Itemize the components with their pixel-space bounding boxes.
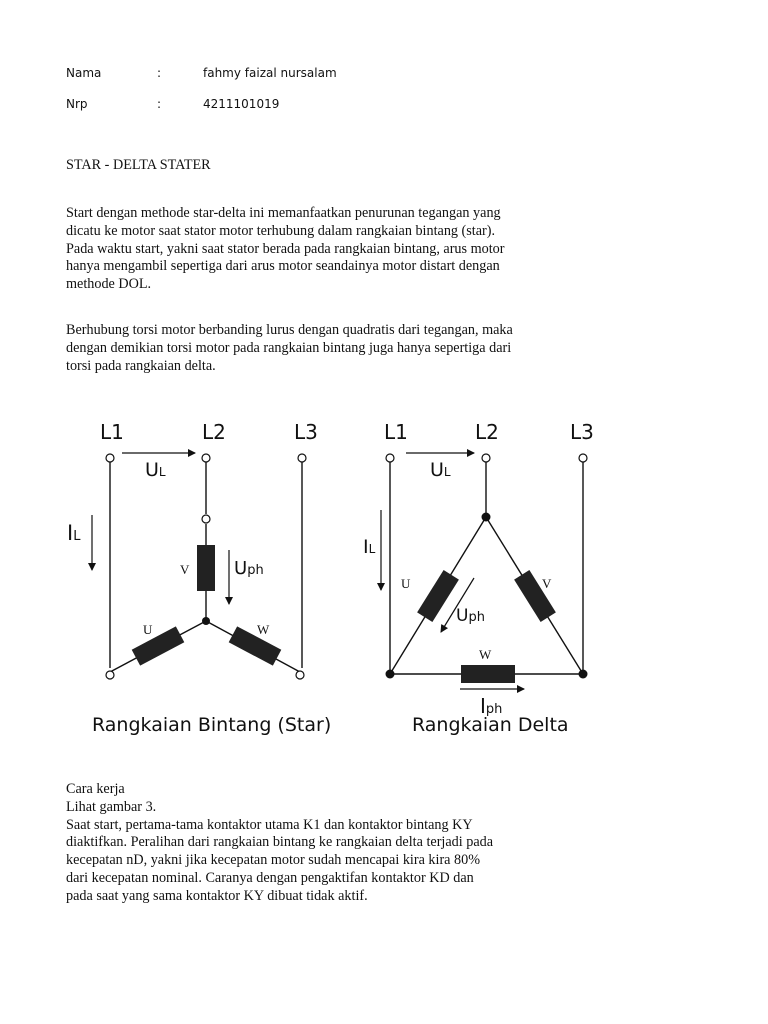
star-diagram [67,420,331,736]
star-caption: Rangkaian Bintang (Star) [92,714,332,736]
star-phase-voltage: Uph [234,558,264,579]
delta-label-v: V [542,576,552,591]
star-terminal-l3: L3 [294,420,318,444]
name-value: fahmy faizal nursalam [203,66,337,80]
star-label-u: U [143,622,153,637]
star-u-end-circle [106,671,114,679]
document-title: STAR - DELTA STATER [66,157,211,173]
star-terminal-l2: L2 [202,420,226,444]
star-line-voltage: UL [145,459,166,481]
nrp-separator: : [157,97,162,111]
delta-winding-w [461,665,515,683]
delta-label-w: W [479,647,492,662]
name-separator: : [157,66,162,80]
delta-terminal-circle-l2 [482,454,490,462]
paragraph-torque: Berhubung torsi motor berbanding lurus dengan quadratis dari tegangan, maka dengan demikian torsi motor pada rangkaian bintang juga hanya sepertiga dari torsi pada rangkaian delta. [66,322,513,374]
paragraph-intro: Start dengan methode star-delta ini memanfaatkan penurunan tegangan yang dicatu ke motor saat stator motor terhubung dalam rangkaian bintang (star). Pada waktu start, yakni saat stator berada pada rangkaian bintang, arus motor hanya mengambil sepertiga dari arus motor seandainya motor distart dengan methode DOL. [66,205,505,293]
nrp-value: 4211101019 [203,97,280,111]
delta-terminal-l2: L2 [475,420,499,444]
star-terminal-circle-l1 [106,454,114,462]
star-label-v: V [180,562,190,577]
star-w-end-circle [296,671,304,679]
delta-phase-voltage: Uph [456,606,485,626]
delta-label-u: U [401,576,411,591]
star-winding-v [197,545,215,591]
star-terminal-l1: L1 [100,420,124,444]
delta-winding-u [417,570,459,622]
star-terminal-circle-l3 [298,454,306,462]
delta-node-right [579,670,588,679]
star-line-current: IL [67,521,81,545]
star-winding-w [229,626,282,665]
paragraph-cara-kerja: Cara kerja Lihat gambar 3. Saat start, pertama-tama kontaktor utama K1 dan kontaktor bintang KY diaktifkan. Peralihan dari rangkaian bintang ke rangkaian delta terjadi pada kecepatan nD, yakni jika kecepatan motor sudah mencapai kira kira 80% dari kecepatan nominal. Caranya dengan pengaktifan kontaktor KD dan pada saat yang sama kontaktor KY dibuat tidak aktif. [66,781,494,904]
name-label: Nama [66,66,102,80]
star-label-w: W [257,622,270,637]
star-winding-u [132,626,185,665]
delta-terminal-circle-l3 [579,454,587,462]
delta-node-top [482,513,491,522]
delta-terminal-circle-l1 [386,454,394,462]
delta-terminal-l1: L1 [384,420,408,444]
nrp-label: Nrp [66,97,88,111]
delta-phase-current: Iph [480,694,503,718]
star-delta-figure [0,400,768,745]
star-neutral-point [202,617,210,625]
delta-line-voltage: UL [430,459,451,481]
delta-node-left [386,670,395,679]
delta-terminal-l3: L3 [570,420,594,444]
star-terminal-circle-l2 [202,454,210,462]
delta-diagram [363,420,594,736]
delta-caption: Rangkaian Delta [412,714,569,736]
delta-line-current: IL [363,536,376,558]
star-v-terminal-circle [202,515,210,523]
